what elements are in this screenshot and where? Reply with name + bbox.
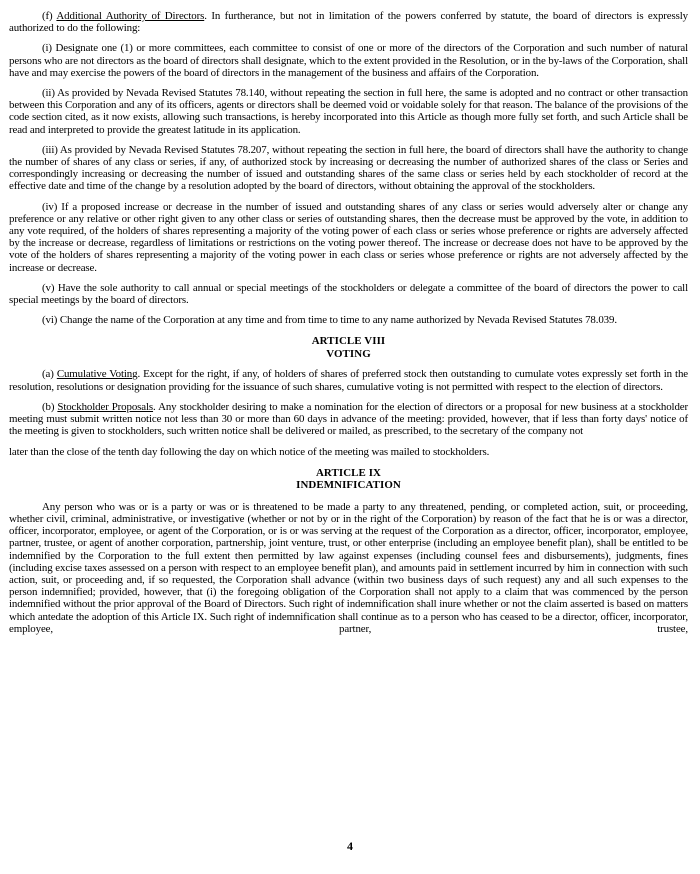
article-viii-a	[9, 368, 688, 392]
article-viii-a-title: Cumulative Voting	[56, 368, 138, 381]
section-f-paragraph	[9, 10, 688, 34]
article-viii-b-title: Stockholder Proposals	[57, 400, 154, 413]
article-viii-title: VOTING	[326, 347, 371, 360]
item-iii: (iii) As provided by Nevada Revised Statutes 78.207, without repeating the section in full here, the board of directors shall have the authority to change the number of shares of any class or series, if any, of authorized stock by increasing or decreasing the number of authorized shares of the class or Series and correspondingly increasing or decreasing the number of issued and outstanding shares of the same class or series held by each stockholder of record at the effective date and time of the change by a resolution adopted by the board of directors, without obtaining the approval of the stockholders.	[9, 143, 688, 193]
article-viii-b	[9, 401, 688, 438]
item-i: (i) Designate one (1) or more committees, each committee to consist of one or more of the directors of the Corporation and such number of natural persons who are not directors as the board of directors shall designate, which to the extent provided in the Resolution, or in the by-laws of the Corporation, shall have and may exercise the powers of the board of directors in the management of the business and affairs of the Corporation.	[9, 42, 688, 79]
article-viii-b-text: . Any stockholder desiring to make a nomination for the election of directors or a proposal for new business at a stockholder meeting must submit written notice not less than 30 or more than 60 days in advance of the meeting: provided, however, that if less than forty days' notice of the meeting is given to stockholders, such written notice shall be delivered or mailed, as prescribed, to the secretary of the company not	[9, 400, 689, 438]
article-viii-b-continued: later than the close of the tenth day following the day on which notice of the meeting was mailed to stockholders.	[9, 446, 490, 459]
article-viii-heading	[9, 335, 688, 360]
section-f-text: . In furtherance, but not in limitation of the powers conferred by statute, the board of directors is expressly authorized to do the following:	[9, 10, 688, 35]
item-v: (v) Have the sole authority to call annual or special meetings of the stockholders or delegate a committee of the board of directors the power to call special meetings by the board of directors.	[9, 281, 688, 307]
item-ii: (ii) As provided by Nevada Revised Statutes 78.140, without repeating the section in full here, the same is adopted and no contract or other transaction between this Corporation and any of its officers, agents or directors shall be deemed void or voidable solely for that reason. The balance of the provisions of the code section cited, as it now exists, allowing such transactions, is hereby incorporated into this Article as though more fully set forth, and such Article shall be read and interpreted to provide the greatest latitude in its application.	[9, 87, 688, 136]
section-f-label: (f)	[42, 10, 57, 22]
section-f-title: Additional Authority of Directors	[56, 10, 205, 22]
article-ix-title: INDEMNIFICATION	[296, 479, 401, 492]
page-number: 4	[347, 839, 353, 853]
article-viii-a-label: (a)	[42, 368, 57, 381]
article-viii-number: ARTICLE VIII	[311, 335, 386, 348]
article-ix-number: ARTICLE IX	[315, 466, 382, 479]
article-viii-a-text: . Except for the right, if any, of holders of shares of preferred stock then outstanding to cumulate votes expressly set forth in the resolution, resolutions or designation providing for the issuance of such shares, cumulative voting is not permitted with respect to the election of directors.	[9, 368, 688, 393]
article-ix-paragraph: Any person who was or is a party or was or is threatened to be made a party to any threatened, pending, or completed action, suit, or proceeding, whether civil, criminal, administrative, or investigative (whether or not by or in the right of the Corporation) by reason of the fact that he is or was a director, officer, incorporator, employee, or agent of the Corporation, or is or was serving at the request of the Corporation as a director, officer, incorporator, employee, partner, trustee, or agent of another corporation, partnership, joint venture, trust, or other enterprise (including an employee benefit plan), shall be entitled to be indemnified by the Corporation to the full extent then permitted by law against expenses (including counsel fees and disbursements), judgments, fines (including excise taxes assessed on a person with respect to an employee benefit plan), and amounts paid in settlement incurred by him in connection with such action, suit, or proceeding and, if so requested, the Corporation shall advance (within two business days of such request) any and all such expenses to the person indemnified; provided, however, that (i) the foregoing obligation of the Corporation shall not apply to a claim that was commenced by the person indemnified without the prior approval of the Board of Directors. Such right of indemnification shall inure whether or not the claim asserted is based on matters which antedate the adoption of this Article IX. Such right of indemnification shall continue as to a person who has ceased to be a director, officer, incorporator, employee, partner, trustee,	[9, 500, 688, 635]
item-vi: (vi) Change the name of the Corporation at any time and from time to time to any name authorized by Nevada Revised Statutes 78.039.	[42, 314, 617, 327]
article-viii-b-label: (b)	[42, 400, 58, 413]
item-iv: (iv) If a proposed increase or decrease in the number of issued and outstanding shares of any class or series would adversely alter or change any preference or any relative or other right given to any other class or series of outstanding shares, then the decrease must be approved by the vote, in addition to any vote required, of the holders of shares representing a majority of the voting power of each class or series whose preference or rights are adversely affected by the increase or decrease, regardless of limitations or restrictions on the voting power thereof. The increase or decrease does not have to be approved by the vote of the holders of shares representing a majority of the voting power in each class or series whose preference or rights are not adversely affected by the increase or decrease.	[9, 200, 688, 274]
article-ix-heading	[9, 467, 688, 492]
